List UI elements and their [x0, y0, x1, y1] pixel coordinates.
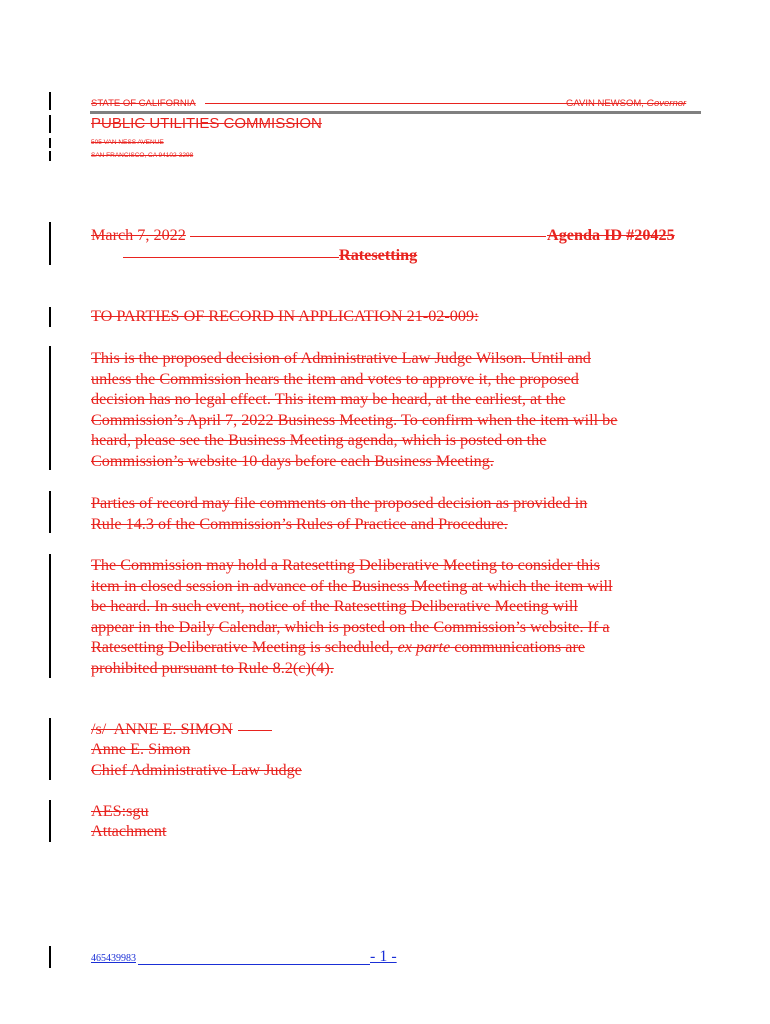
signer-name: Anne E. Simon — [91, 740, 191, 758]
document-number: 465439983 — [91, 953, 136, 964]
date-rule — [190, 236, 546, 237]
change-bar — [49, 222, 51, 265]
text-line: The Commission may hold a Ratesetting Deliberative Meeting to consider this — [91, 556, 600, 574]
text-line: heard, please see the Business Meeting agenda, which is posted on the — [91, 431, 547, 449]
change-bar — [49, 307, 51, 327]
text-line: Commission’s website 10 days before each Business Meeting. — [91, 451, 494, 470]
address-line-2: SAN FRANCISCO, CA 94102-3298 — [91, 152, 194, 159]
italic-term: ex parte — [397, 638, 451, 656]
change-bar — [49, 554, 51, 678]
text-segment: Ratesetting Deliberative Meeting is scheduled, — [91, 638, 394, 656]
text-line: This is the proposed decision of Administrative Law Judge Wilson. Until and — [91, 349, 591, 367]
change-bar — [49, 115, 51, 133]
change-bar — [49, 138, 51, 148]
signer-title: Chief Administrative Law Judge — [91, 761, 302, 779]
date-label: March 7, 2022 — [91, 226, 186, 244]
text-line — [91, 637, 691, 658]
signature-rule — [238, 730, 272, 731]
change-bar — [49, 346, 51, 470]
address-line-1: 505 VAN NESS AVENUE — [91, 139, 164, 146]
governor-name: GAVIN NEWSOM, — [566, 98, 644, 109]
paragraph-comments — [91, 493, 691, 534]
text-line: Rule 14.3 of the Commission’s Rules of Practice and Procedure. — [91, 514, 508, 533]
text-line: decision has no legal effect. This item may be heard, at the earliest, at the — [91, 390, 566, 408]
agency-name: PUBLIC UTILITIES COMMISSION — [91, 115, 322, 132]
change-bar — [49, 491, 51, 533]
text-line: be heard. In such event, notice of the Ratesetting Deliberative Meeting will — [91, 597, 578, 615]
change-bar — [49, 946, 51, 968]
initials: AES:sgu — [91, 802, 149, 820]
ratesetting-rule — [123, 257, 339, 258]
text-line: Commission’s April 7, 2022 Business Meeting. To confirm when the item will be — [91, 410, 618, 429]
governor-label — [566, 98, 686, 109]
text-line: item in closed session in advance of the Business Meeting at which the item will — [91, 576, 613, 595]
paragraph-deliberative-meeting — [91, 555, 691, 678]
change-bar — [49, 718, 51, 780]
text-line: unless the Commission hears the item and votes to approve it, the proposed — [91, 369, 579, 388]
agenda-id: Agenda ID #20425 — [547, 226, 675, 244]
text-line: appear in the Daily Calendar, which is posted on the Commission’s website. If a — [91, 617, 610, 636]
change-bar — [49, 800, 51, 842]
salutation: TO PARTIES OF RECORD IN APPLICATION 21-02-009: — [91, 307, 479, 325]
text-line: prohibited pursuant to Rule 8.2(c)(4). — [91, 658, 334, 677]
signature-line: /s/ ANNE E. SIMON — [91, 720, 233, 738]
letterhead-thick-rule — [90, 111, 701, 114]
proceeding-type: Ratesetting — [339, 246, 418, 264]
change-bar — [49, 92, 51, 110]
state-label: STATE OF CALIFORNIA — [91, 98, 196, 109]
letterhead-rule — [205, 103, 567, 104]
change-bar — [49, 151, 51, 161]
governor-title: Governor — [646, 98, 687, 109]
footer-rule — [138, 964, 370, 965]
paragraph-proposed-decision — [91, 348, 691, 471]
page-number: - 1 - — [370, 948, 397, 965]
text-segment: communications are — [450, 638, 586, 656]
attachment-label: Attachment — [91, 822, 167, 840]
text-line: Parties of record may file comments on the proposed decision as provided in — [91, 494, 588, 512]
